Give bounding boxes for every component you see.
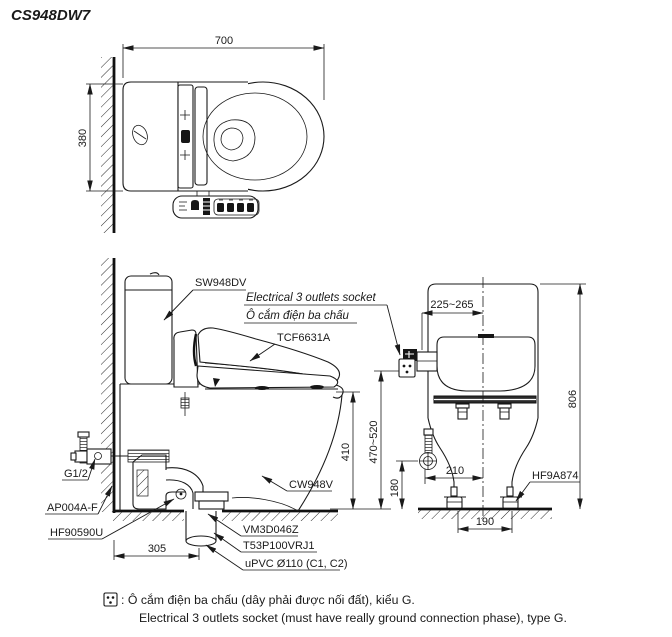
base-plate xyxy=(434,396,536,419)
side-view-labels xyxy=(45,277,400,570)
dim-225-265-text: 225~265 xyxy=(430,299,474,311)
mount-bolt xyxy=(181,398,189,408)
remote-control-panel xyxy=(173,191,259,218)
top-view xyxy=(77,35,324,233)
flange-label: VM3D046Z xyxy=(243,524,299,536)
washlet-front xyxy=(437,337,535,391)
dim-180 xyxy=(389,461,418,509)
socket-label-vi: Ô cắm điện ba chấu xyxy=(246,310,349,322)
valve-label: AP004A-F xyxy=(47,502,98,514)
pedestal-right xyxy=(512,418,538,509)
button-icon xyxy=(227,203,234,212)
side-view xyxy=(45,258,400,570)
dim-380 xyxy=(77,84,123,191)
button-icon xyxy=(237,203,244,212)
bolt-cap-label: HF9A874 xyxy=(532,470,579,482)
lid-notch xyxy=(478,334,494,338)
tank-button xyxy=(150,273,159,275)
pipe-label: uPVC Ø110 (C1, C2) xyxy=(245,558,348,570)
floor-hatch xyxy=(222,512,338,521)
dim-210-text: 210 xyxy=(445,465,465,477)
dim-806-text: 806 xyxy=(567,389,579,409)
trap-assembly xyxy=(133,455,228,546)
front-view xyxy=(389,277,586,533)
dim-180-text: 180 xyxy=(389,478,401,498)
supply-label: G1/2 xyxy=(64,468,88,480)
dim-305-text: 305 xyxy=(147,543,167,555)
footnote-vi: : Ô cắm điện ba chấu (dây phải được nối đất), kiểu G. xyxy=(121,593,415,607)
hinge-cap xyxy=(181,130,190,143)
footnote xyxy=(104,592,567,625)
bowl-profile xyxy=(120,384,343,511)
outlet-socket-icon xyxy=(104,593,117,606)
dim-470-520-text: 470~520 xyxy=(368,420,380,464)
power-socket xyxy=(399,349,437,377)
washlet-label: TCF6631A xyxy=(277,332,331,344)
spray-icon xyxy=(191,200,199,210)
socket-label-en: Electrical 3 outlets socket xyxy=(246,292,376,304)
dim-190-text: 190 xyxy=(475,516,495,528)
dim-305 xyxy=(114,540,199,560)
outlet-socket-icon xyxy=(399,359,415,377)
tank-label: SW948DV xyxy=(195,277,247,289)
shutoff-valve xyxy=(419,429,437,470)
wall-hatch xyxy=(101,57,114,233)
bowl-label: CW948V xyxy=(289,479,334,491)
page-title: CS948DW7 xyxy=(11,7,91,24)
footnote-en: Electrical 3 outlets socket (must have really ground connection phase), type G. xyxy=(139,611,567,625)
dim-410-text: 410 xyxy=(340,442,352,462)
button-icon xyxy=(217,203,224,212)
dim-380-text: 380 xyxy=(77,128,89,148)
joint-label: T53P100VRJ1 xyxy=(243,540,315,552)
tank-profile xyxy=(125,276,172,384)
hinge-plate-2 xyxy=(195,87,207,185)
wall-hatch xyxy=(101,258,114,512)
seal-label: HF90590U xyxy=(50,527,104,539)
dim-700-text: 700 xyxy=(214,35,234,47)
button-icon xyxy=(247,203,254,212)
